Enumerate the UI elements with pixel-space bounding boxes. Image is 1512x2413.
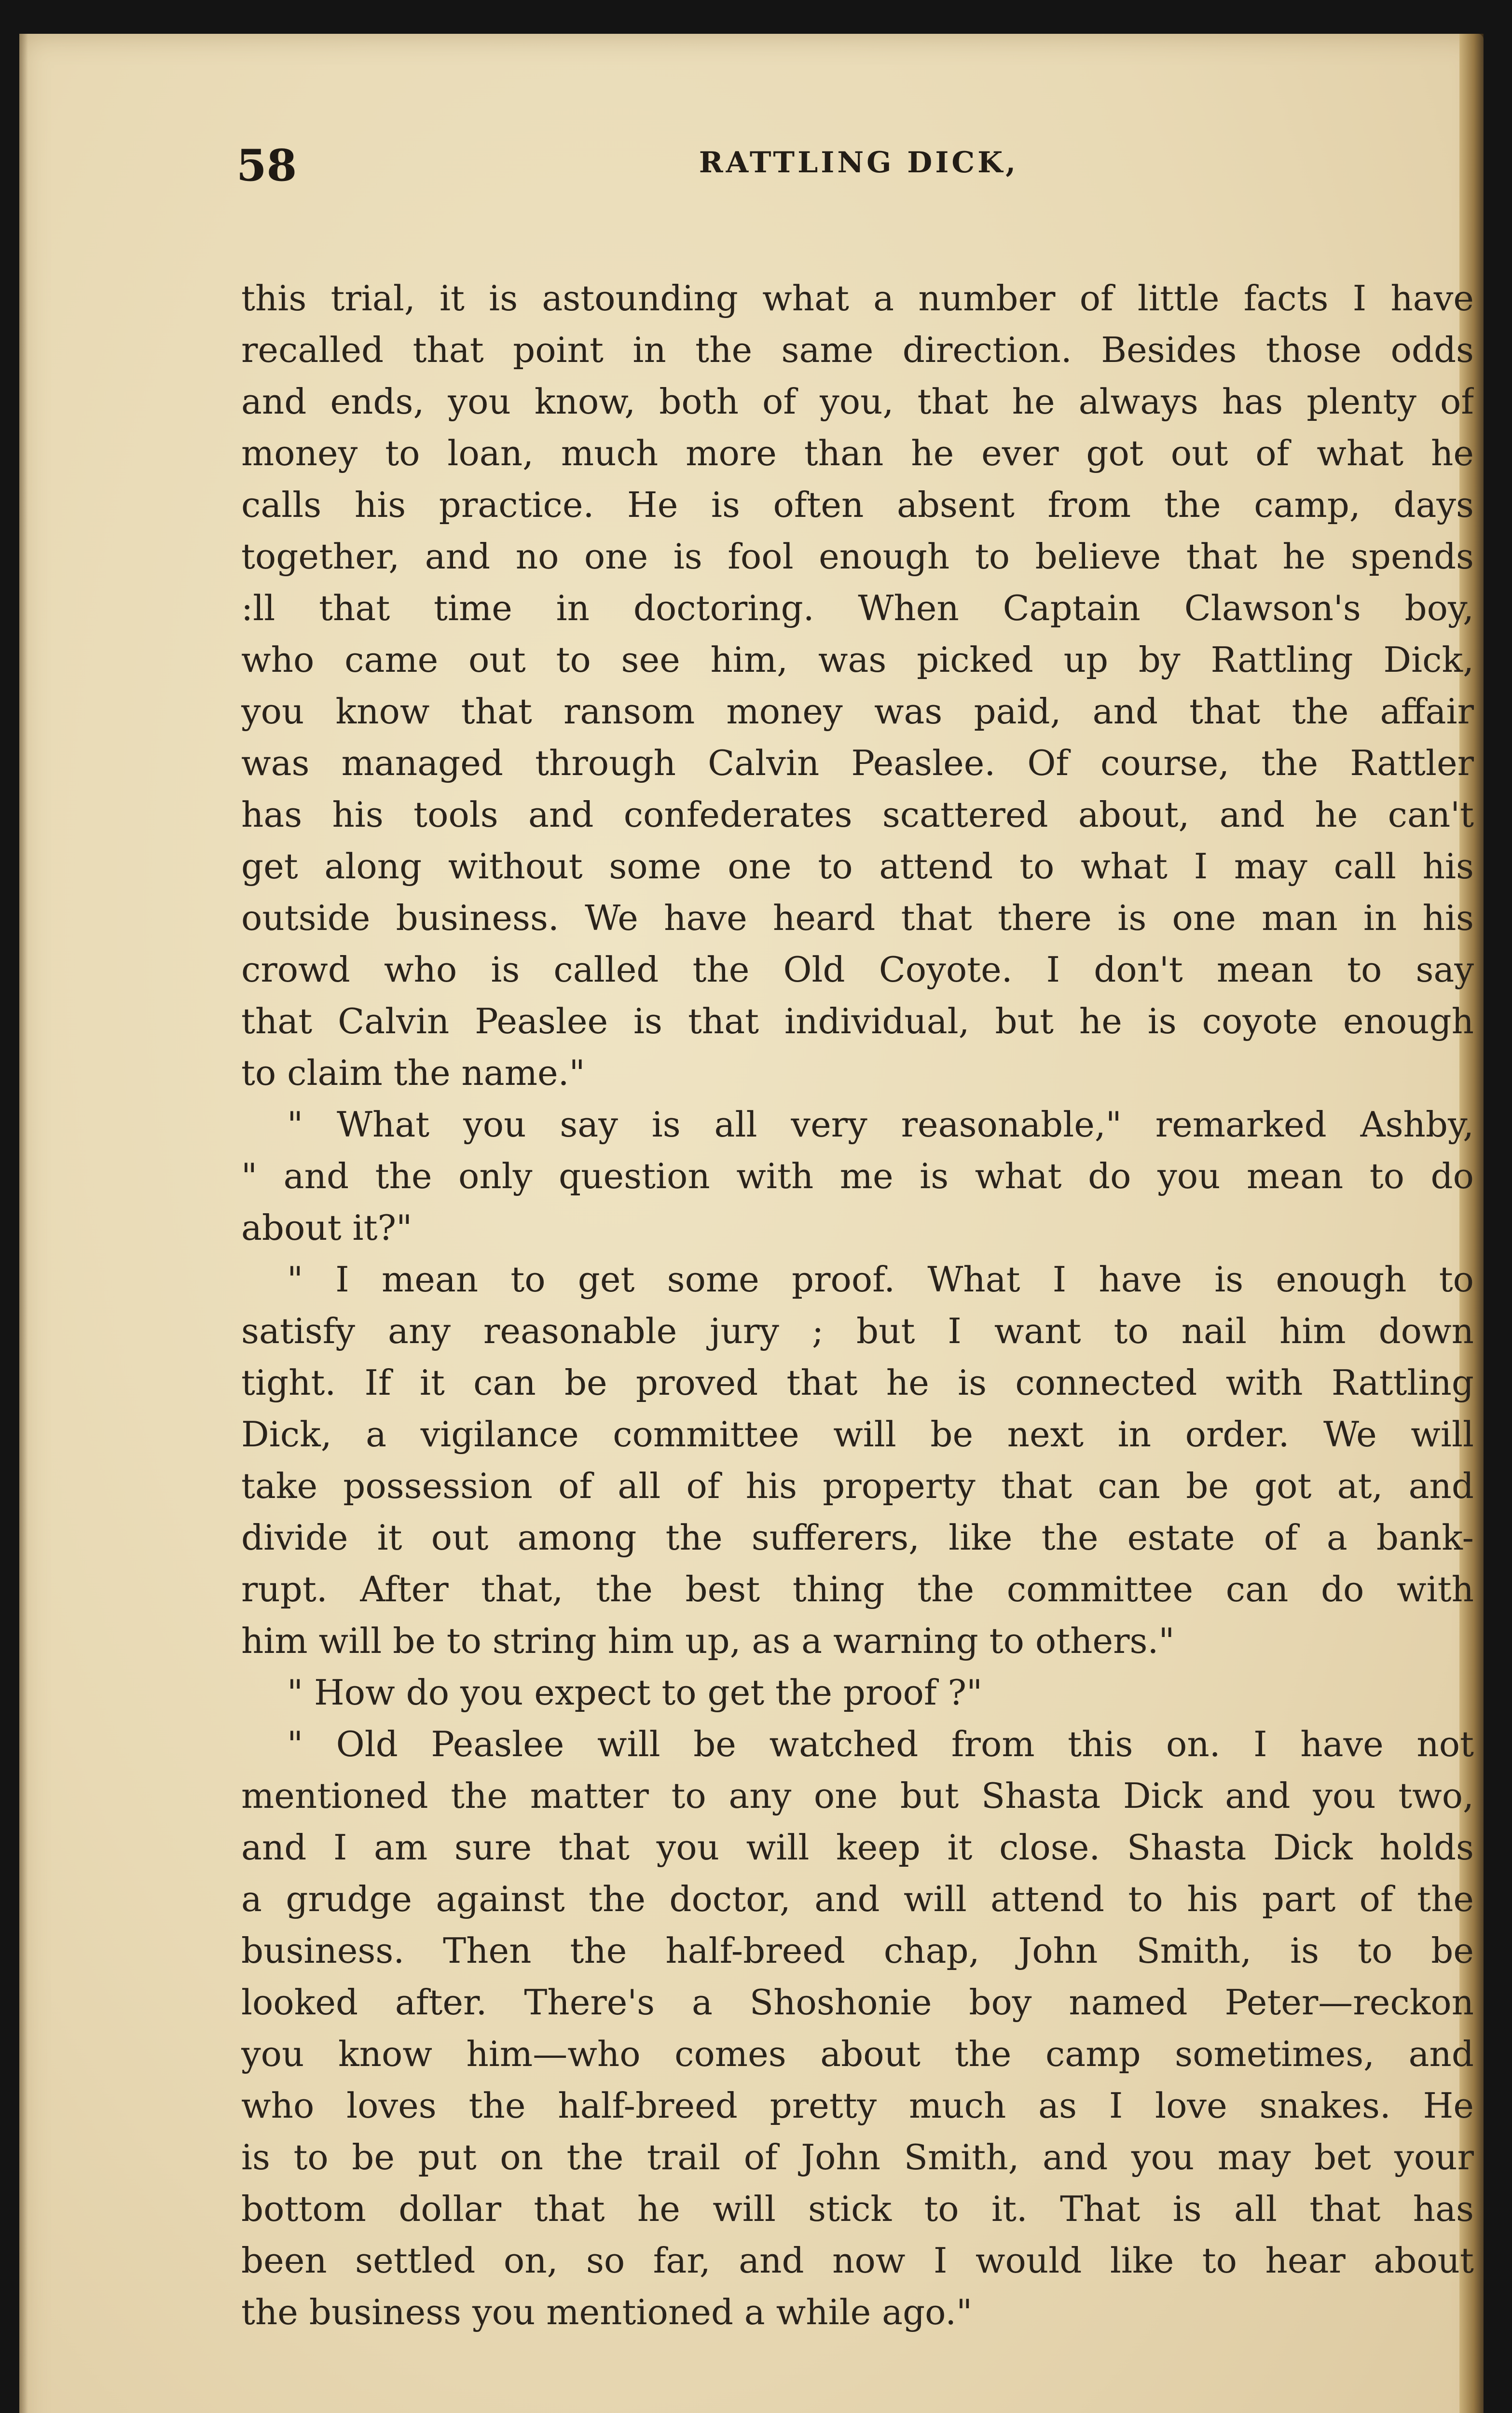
text-line: looked after. There's a Shoshonie boy named Peter—reckon	[241, 1982, 1474, 2023]
text-line: " What you say is all very reasonable," remarked Ashby,	[287, 1104, 1474, 1145]
text-line: crowd who is called the Old Coyote. I don't mean to say	[241, 949, 1474, 990]
text-line: him will be to string him up, as a warning to others."	[241, 1621, 1175, 1661]
text-line: outside business. We have heard that there is one man in his	[241, 898, 1474, 938]
page-header	[236, 140, 1443, 208]
text-line: money to loan, much more than he ever got out of what he	[241, 433, 1474, 473]
text-line: mentioned the matter to any one but Shasta Dick and you two,	[241, 1775, 1474, 1816]
page-number: 58	[236, 140, 297, 191]
text-line: the business you mentioned a while ago."	[241, 2292, 973, 2332]
text-line: :ll that time in doctoring. When Captain Clawson's boy,	[241, 588, 1474, 628]
running-head: RATTLING DICK,	[699, 146, 1019, 180]
text-line: together, and no one is fool enough to believe that he spends	[241, 536, 1474, 577]
text-line: has his tools and confederates scattered about, and he can't	[241, 794, 1474, 835]
text-line: and I am sure that you will keep it close. Shasta Dick holds	[241, 1827, 1474, 1868]
text-line: tight. If it can be proved that he is connected with Rattling	[241, 1362, 1474, 1403]
text-line: satisfy any reasonable jury ; but I want to nail him down	[241, 1311, 1474, 1351]
text-line: get along without some one to attend to what I may call his	[241, 846, 1474, 887]
text-line: " and the only question with me is what do you mean to do	[241, 1156, 1474, 1196]
text-line: recalled that point in the same direction. Besides those odds	[241, 330, 1474, 370]
text-line: is to be put on the trail of John Smith, and you may bet your	[241, 2137, 1474, 2177]
text-line: a grudge against the doctor, and will attend to his part of the	[241, 1879, 1474, 1919]
text-line: been settled on, so far, and now I would like to hear about	[241, 2240, 1474, 2281]
text-line: you know that ransom money was paid, and that the affair	[241, 691, 1474, 732]
text-line: this trial, it is astounding what a number of little facts I have	[241, 278, 1474, 319]
text-line: who came out to see him, was picked up by Rattling Dick,	[241, 639, 1474, 680]
text-line: bottom dollar that he will stick to it. That is all that has	[241, 2189, 1474, 2229]
text-line: " How do you expect to get the proof ?"	[287, 1672, 983, 1713]
text-line: divide it out among the sufferers, like the estate of a bank-	[241, 1517, 1474, 1558]
text-line: was managed through Calvin Peaslee. Of course, the Rattler	[241, 743, 1474, 783]
text-line: and ends, you know, both of you, that he always has plenty of	[241, 381, 1474, 422]
text-line: business. Then the half-breed chap, John Smith, is to be	[241, 1930, 1474, 1971]
text-line: " Old Peaslee will be watched from this on. I have not	[287, 1724, 1474, 1764]
text-line: " I mean to get some proof. What I have is enough to	[287, 1259, 1474, 1300]
text-line: calls his practice. He is often absent from the camp, days	[241, 485, 1474, 525]
text-line: that Calvin Peaslee is that individual, but he is coyote enough	[241, 1001, 1474, 1041]
page-spine-shadow	[19, 34, 28, 2413]
text-line: who loves the half-breed pretty much as I love snakes. He	[241, 2085, 1474, 2126]
text-line: about it?"	[241, 1207, 412, 1248]
text-line: take possession of all of his property that can be got at, and	[241, 1466, 1474, 1506]
text-line: rupt. After that, the best thing the committee can do with	[241, 1569, 1474, 1609]
body-text	[241, 273, 1474, 2338]
text-line: to claim the name."	[241, 1053, 585, 1093]
text-line: Dick, a vigilance committee will be next in order. We will	[241, 1414, 1474, 1455]
text-line: you know him—who comes about the camp sometimes, and	[241, 2034, 1474, 2074]
